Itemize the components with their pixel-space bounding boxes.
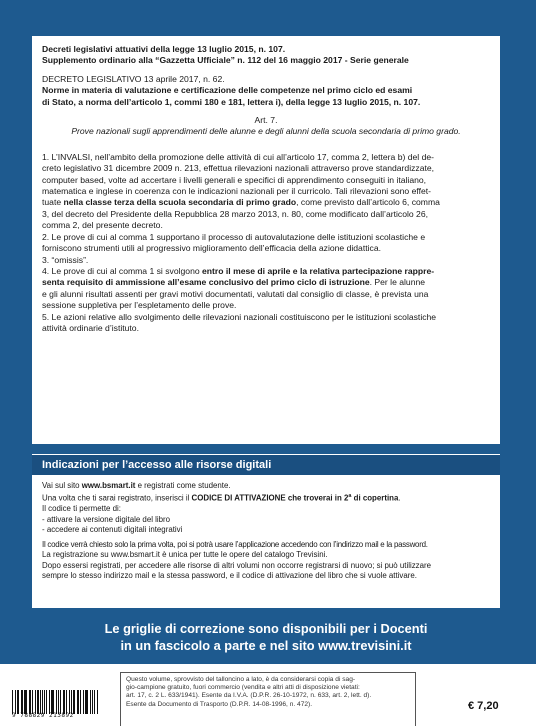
- barcode-bar: [32, 690, 33, 714]
- barcode-bar: [60, 690, 61, 714]
- barcode-bar: [85, 690, 86, 714]
- comma-1-line-7: comma 2, del presente decreto.: [42, 220, 163, 231]
- barcode-bar: [30, 690, 31, 714]
- law-excerpt-box: [32, 36, 500, 444]
- barcode-bar: [46, 690, 47, 714]
- legal-notice-box: [120, 672, 416, 726]
- resources-line-9: sempre lo stesso indirizzo mail e la stessa password, e il codice di attivazione del libro che si vuole attivare.: [42, 571, 417, 580]
- legal-line-3: art. 17, c. 2 L. 633/1941). Esente da I.V.A. (D.P.R. 26-10-1972, n. 633, art. 2, lett. d).: [126, 692, 372, 700]
- comma-2-line-2: forniscono strumenti utili al progressivo miglioramento dell’efficacia della azione didattica.: [42, 243, 381, 254]
- digital-resources-title: Indicazioni per l’accesso alle risorse digitali: [32, 454, 500, 476]
- barcode-bar: [18, 690, 19, 714]
- decree-subject-2: di Stato, a norma dell’articolo 1, commi 180 e 181, lettera i), della legge 13 luglio 2015, n. 107.: [42, 96, 421, 107]
- barcode-number: 9 788829 213892: [12, 712, 74, 719]
- resources-line-7: La registrazione su www.bsmart.it è unica per tutte le opere del catalogo Trevisini.: [42, 550, 328, 560]
- barcode-bar: [37, 690, 39, 714]
- digital-resources-box: [32, 476, 500, 608]
- barcode-bar: [77, 690, 78, 714]
- resources-line-4: - attivare la versione digitale del libro: [42, 514, 171, 524]
- comma-2-line-1: 2. Le prove di cui al comma 1 supportano il processo di autovalutazione delle istituzioni scolastiche e: [42, 231, 426, 242]
- comma-5-line-2: attività ordinarie d’istituto.: [42, 322, 139, 333]
- barcode-bar: [49, 690, 50, 714]
- resources-line-2: Una volta che ti sarai registrato, inserisci il CODICE DI ATTIVAZIONE che troverai in 2$^a$ di copertina.: [42, 493, 401, 503]
- price-label: € 7,20: [468, 700, 499, 712]
- barcode-bar: [71, 690, 73, 714]
- comma-1-line-1: 1. L’INVALSI, nell’ambito della promozione delle attività di cui all’articolo 17, comma 2, lettera b) del de-: [42, 151, 435, 162]
- barcode-bar: [80, 690, 81, 714]
- barcode-bar: [21, 690, 23, 714]
- barcode-bar: [83, 690, 84, 714]
- comma-1-line-2: creto legislativo 31 dicembre 2009 n. 213, effettua rilevazioni nazionali attraverso prove standardizzate,: [42, 163, 435, 174]
- barcode-bar: [73, 690, 74, 714]
- decree-subject-1: Norme in materia di valutazione e certificazione delle competenze nel primo ciclo ed esami: [42, 85, 413, 96]
- comma-4-line-3: e gli alunni risultati assenti per gravi motivi documentati, valutati dal consiglio di classe, è prevista una: [42, 288, 429, 299]
- barcode-bar: [44, 690, 45, 714]
- barcode-bar: [78, 690, 79, 714]
- comma-4-line-1: 4. Le prove di cui al comma 1 si svolgono entro il mese di aprile e la relativa partecipazione rappre-: [42, 265, 435, 276]
- article-subtitle: Prove nazionali sugli apprendimenti delle alunne e degli alunni della scuola secondaria di primo grado.: [71, 126, 461, 137]
- barcode-bar: [56, 690, 57, 714]
- barcode-bar: [63, 690, 64, 714]
- barcode-bar: [58, 690, 59, 714]
- barcode-bar: [29, 690, 30, 714]
- legal-line-1: Questo volume, sprovvisto del talloncino a lato, è da considerarsi copia di sag-: [126, 676, 356, 683]
- barcode-bar: [15, 690, 16, 714]
- barcode-bar: [64, 690, 65, 714]
- barcode-bar: [42, 690, 43, 714]
- resources-line-6: Il codice verrà chiesto solo la prima volta, poi si potrà usare l’applicazione accedendo con l’indirizzo mail e la password.: [42, 540, 428, 550]
- barcode-bar: [35, 690, 36, 714]
- comma-4-line-2: senta requisito di ammissione all’esame conclusivo del primo ciclo di istruzione. Per le alunne: [42, 277, 426, 288]
- barcode-bar: [90, 690, 91, 714]
- barcode-bar: [94, 690, 95, 714]
- resources-line-1: Vai sul sito www.bsmart.it e registrati come studente.: [42, 481, 231, 490]
- resources-line-8: Dopo essersi registrati, per accedere alle risorse di altri volumi non occorre registrarsi di nuovo; si può utilizzare: [42, 560, 431, 570]
- barcode-bar: [17, 690, 18, 714]
- comma-1-line-3: computer based, volte ad accertare i livelli generali e specifici di apprendimento conseguiti in italiano,: [42, 174, 427, 185]
- barcode-bar: [25, 690, 26, 714]
- comma-4-line-4: sessione suppletiva per l’espletamento delle prove.: [42, 300, 237, 311]
- legal-line-2: gio-campione gratuito, fuori commercio (vendita e altri atti di disposizione vietati:: [126, 684, 360, 692]
- barcode-bar: [97, 690, 98, 714]
- teacher-note-line-1: Le griglie di correzione sono disponibili per i Docenti: [104, 621, 428, 636]
- resources-line-5: - accedere ai contenuti digitali integrativi: [42, 524, 183, 534]
- decree-title: DECRETO LEGISLATIVO 13 aprile 2017, n. 62.: [42, 73, 225, 84]
- comma-1-line-6: 3, del decreto del Presidente della Repubblica 28 marzo 2013, n. 80, come modificato dall’articolo 26,: [42, 208, 428, 219]
- header-line-2: Supplemento ordinario alla “Gazzetta Ufficiale” n. 112 del 16 maggio 2017 - Serie generale: [42, 55, 409, 66]
- barcode-bar: [86, 690, 88, 714]
- comma-1-line-4: matematica e inglese in coerenza con le indicazioni nazionali per il curricolo. Tali rilevazioni sono effet-: [42, 186, 431, 197]
- barcode-bar: [40, 690, 41, 714]
- barcode-bar: [92, 690, 93, 714]
- barcode-bar: [24, 690, 25, 714]
- barcode-bar: [52, 690, 54, 714]
- comma-5-line-1: 5. Le azioni relative allo svolgimento delle rilevazioni nazionali costituiscono per le istituzioni scolastiche: [42, 311, 437, 322]
- comma-1-line-5: tuate nella classe terza della scuola secondaria di primo grado, come previsto dall’articolo 6, comma: [42, 197, 440, 208]
- barcode-bar: [69, 690, 70, 714]
- barcode-bar: [51, 690, 52, 714]
- teacher-note-line-2: in un fascicolo a parte e nel sito www.trevisini.it: [120, 638, 412, 653]
- header-line-1: Decreti legislativi attuativi della legge 13 luglio 2015, n. 107.: [42, 44, 286, 54]
- bsmart-link[interactable]: www.bsmart.it: [81, 481, 136, 490]
- article-title: Art. 7.: [254, 115, 278, 126]
- comma-3: 3. “omissis”.: [42, 254, 89, 265]
- teacher-note: [32, 620, 500, 662]
- resources-line-3: Il codice ti permette di:: [42, 504, 121, 514]
- barcode-bar: [66, 690, 67, 714]
- legal-line-4: Esente da Documento di Trasporto (D.P.R. 14-08-1996, n. 472).: [126, 700, 313, 708]
- barcode-bar: [12, 690, 13, 714]
